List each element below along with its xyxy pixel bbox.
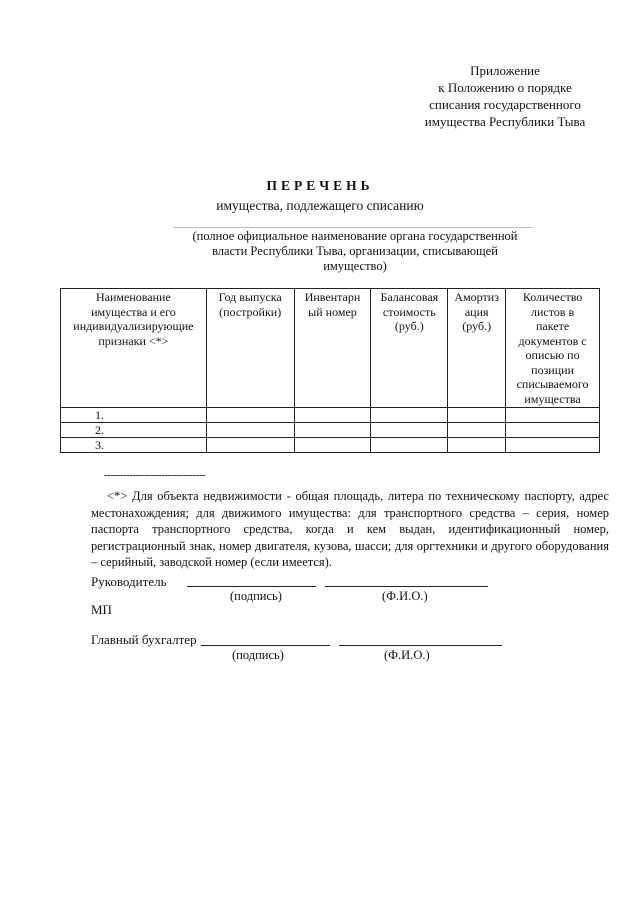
stamp-label: МП <box>91 602 112 617</box>
accountant-label: Главный бухгалтер <box>91 632 197 647</box>
header-text: Год выпуска <box>218 290 282 304</box>
table-cell[interactable] <box>448 438 506 453</box>
table-cell[interactable] <box>371 438 448 453</box>
organization-name-line[interactable] <box>173 227 533 228</box>
header-text: признаки <*> <box>98 333 169 348</box>
header-text: ация <box>464 304 489 319</box>
header-text: индивидуализирующие <box>73 319 194 333</box>
signature-caption: (подпись) <box>230 589 282 603</box>
organization-note-line: власти Республики Тыва, организации, списывающей <box>212 244 498 258</box>
header-text: списываемого <box>516 377 589 391</box>
table-cell[interactable] <box>206 438 294 453</box>
organization-note-line: имущество) <box>323 259 387 273</box>
table-cell[interactable] <box>294 423 371 438</box>
table-cell[interactable] <box>506 423 600 438</box>
table-row <box>61 438 600 453</box>
footnote-separator: -------------------------------- <box>104 469 206 481</box>
appendix-block <box>380 62 630 130</box>
table-cell[interactable] <box>506 438 600 453</box>
header-book-value <box>371 289 448 408</box>
table-cell[interactable] <box>206 423 294 438</box>
header-text: ый номер <box>308 304 357 319</box>
head-label: Руководитель <box>91 574 167 589</box>
header-text: Инвентарн <box>304 290 361 304</box>
table-cell[interactable] <box>371 408 448 423</box>
organization-note-line: (полное официальное наименование органа государственной <box>192 229 518 243</box>
table-row <box>61 408 600 423</box>
appendix-line: имущества Республики Тыва <box>424 114 586 129</box>
appendix-line: списания государственного <box>429 97 581 112</box>
appendix-line: к Положению о порядке <box>438 80 572 95</box>
header-text: листов в <box>530 304 575 319</box>
header-text: имущества и его <box>91 304 176 319</box>
header-text: (руб.) <box>462 319 492 333</box>
table-cell[interactable] <box>294 438 371 453</box>
table-cell[interactable] <box>371 423 448 438</box>
header-text: стоимость <box>382 304 436 319</box>
header-text: имущества <box>524 391 581 406</box>
header-text: описью по <box>525 348 580 362</box>
footnote-text: <*> Для объекта недвижимости - общая площадь, литера по техническому паспорту, адрес местонахождения; для движимого имущества: для транспортного средства – серия, номер паспорта транспортного средства, когда и кем выдан, идентификационный номер, регистрационный знак, номер двигателя, кузова, шасси; для оргтехники и другого оборудования – серийный, заводской номер (если имеется). <box>91 489 609 569</box>
header-text: Амортиз <box>454 290 499 304</box>
table-header-row <box>61 289 600 408</box>
header-text: Балансовая <box>380 290 439 304</box>
table-cell[interactable] <box>206 408 294 423</box>
row-number[interactable]: 2. <box>61 423 207 438</box>
header-text: Количество <box>522 290 583 304</box>
document-subtitle: имущества, подлежащего списанию <box>216 198 424 213</box>
head-name-line[interactable] <box>325 586 488 587</box>
organization-note <box>170 229 540 274</box>
appendix-line: Приложение <box>470 63 540 78</box>
table-cell[interactable] <box>448 423 506 438</box>
header-depreciation <box>448 289 506 408</box>
table-cell[interactable] <box>294 408 371 423</box>
header-text: Наименование <box>96 290 171 304</box>
header-inventory-number <box>294 289 371 408</box>
name-caption: (Ф.И.О.) <box>384 648 430 662</box>
header-text: пакете <box>535 319 570 333</box>
header-year <box>206 289 294 408</box>
table-row <box>61 423 600 438</box>
header-text: документов с <box>518 333 587 348</box>
property-table <box>60 288 600 453</box>
document-title: ПЕРЕЧЕНЬ <box>266 178 374 193</box>
row-number[interactable]: 3. <box>61 438 207 453</box>
header-text: позиции <box>531 362 574 377</box>
header-name <box>61 289 207 408</box>
name-caption: (Ф.И.О.) <box>382 589 428 603</box>
accountant-name-line[interactable] <box>339 645 502 646</box>
table-cell[interactable] <box>448 408 506 423</box>
header-text: (постройки) <box>219 304 282 319</box>
head-signature-line[interactable] <box>187 586 316 587</box>
row-number[interactable]: 1. <box>61 408 207 423</box>
signature-caption: (подпись) <box>232 648 284 662</box>
accountant-signature-line[interactable] <box>201 645 330 646</box>
table-cell[interactable] <box>506 408 600 423</box>
header-text: (руб.) <box>394 319 424 333</box>
header-sheet-count <box>506 289 600 408</box>
